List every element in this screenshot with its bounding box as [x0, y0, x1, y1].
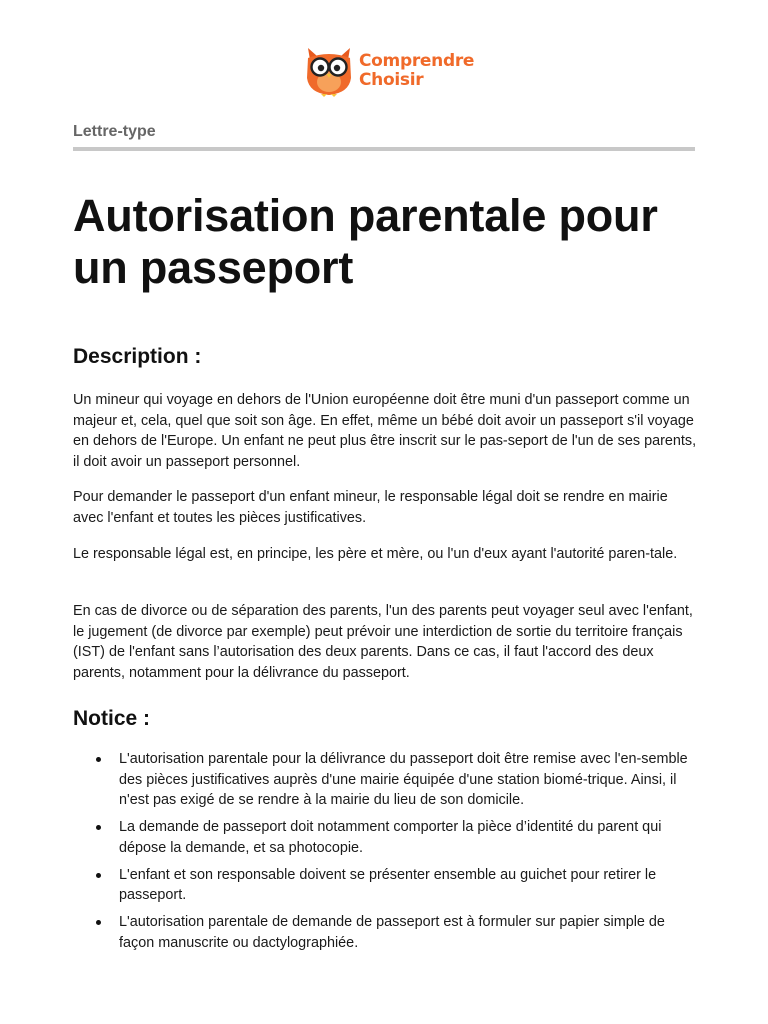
header-divider	[73, 147, 695, 151]
list-item	[73, 749, 698, 811]
notice-list	[73, 749, 698, 960]
description-paragraph: Pour demander le passeport d'un enfant mineur, le responsable légal doit se rendre en mairie avec l'enfant et toutes les pièces justificatives.	[73, 489, 668, 526]
list-item-text: La demande de passeport doit notamment comporter la pièce d’identité du parent qui dépose la demande, et sa photocopie.	[119, 819, 662, 856]
bullet-icon	[96, 920, 101, 925]
bullet-icon	[96, 757, 101, 762]
brand-logo[interactable]	[302, 42, 474, 98]
description-paragraph: Un mineur qui voyage en dehors de l'Union européenne doit être muni d'un passeport comme un majeur et, cela, quel que soit son âge. En effet, même un bébé doit avoir un passeport s'il voyage en dehors de l'Europe. Un enfant ne peut plus être inscrit sur le pas-seport de l'un de ses parents, il doit avoir un passeport personnel.	[73, 392, 697, 470]
owl-icon	[302, 42, 356, 98]
bullet-icon	[96, 873, 101, 878]
list-item-text: L'autorisation parentale de demande de passeport est à formuler sur papier simple de façon manuscrite ou dactylographiée.	[119, 914, 665, 951]
bullet-icon	[96, 825, 101, 830]
description-heading: Description :	[73, 345, 202, 368]
list-item	[73, 817, 698, 858]
description-paragraph: En cas de divorce ou de séparation des parents, l'un des parents peut voyager seul avec l'enfant, le jugement (de divorce par exemple) peut prévoir une interdiction de sortie du territoire français (IST) de l'enfant sans l’autorisation des deux parents. Dans ce cas, il faut l'accord des deux parents, notamment pour la délivrance du passeport.	[73, 603, 693, 681]
page-title: Autorisation parentale pour un passeport	[73, 190, 658, 293]
brand-name-line1: Comprendre	[359, 51, 475, 71]
brand-name-line2: Choisir	[359, 70, 424, 90]
list-item-text: L'enfant et son responsable doivent se présenter ensemble au guichet pour retirer le passeport.	[119, 866, 657, 903]
description-paragraph: Le responsable légal est, en principe, les père et mère, ou l'un d'eux ayant l'autorité paren-tale.	[73, 546, 678, 562]
list-item	[73, 865, 698, 906]
list-item	[73, 912, 698, 953]
notice-heading: Notice :	[73, 707, 151, 730]
document-type-label: Lettre-type	[73, 123, 156, 140]
list-item-text: L'autorisation parentale pour la délivrance du passeport doit être remise avec l'en-semble des pièces justificatives auprès d'une mairie équipée d'une station biomé-trique. Ainsi, il n'est pas exigé de se rendre à la mairie du lieu de son domicile.	[119, 751, 688, 808]
brand-name	[359, 52, 474, 90]
